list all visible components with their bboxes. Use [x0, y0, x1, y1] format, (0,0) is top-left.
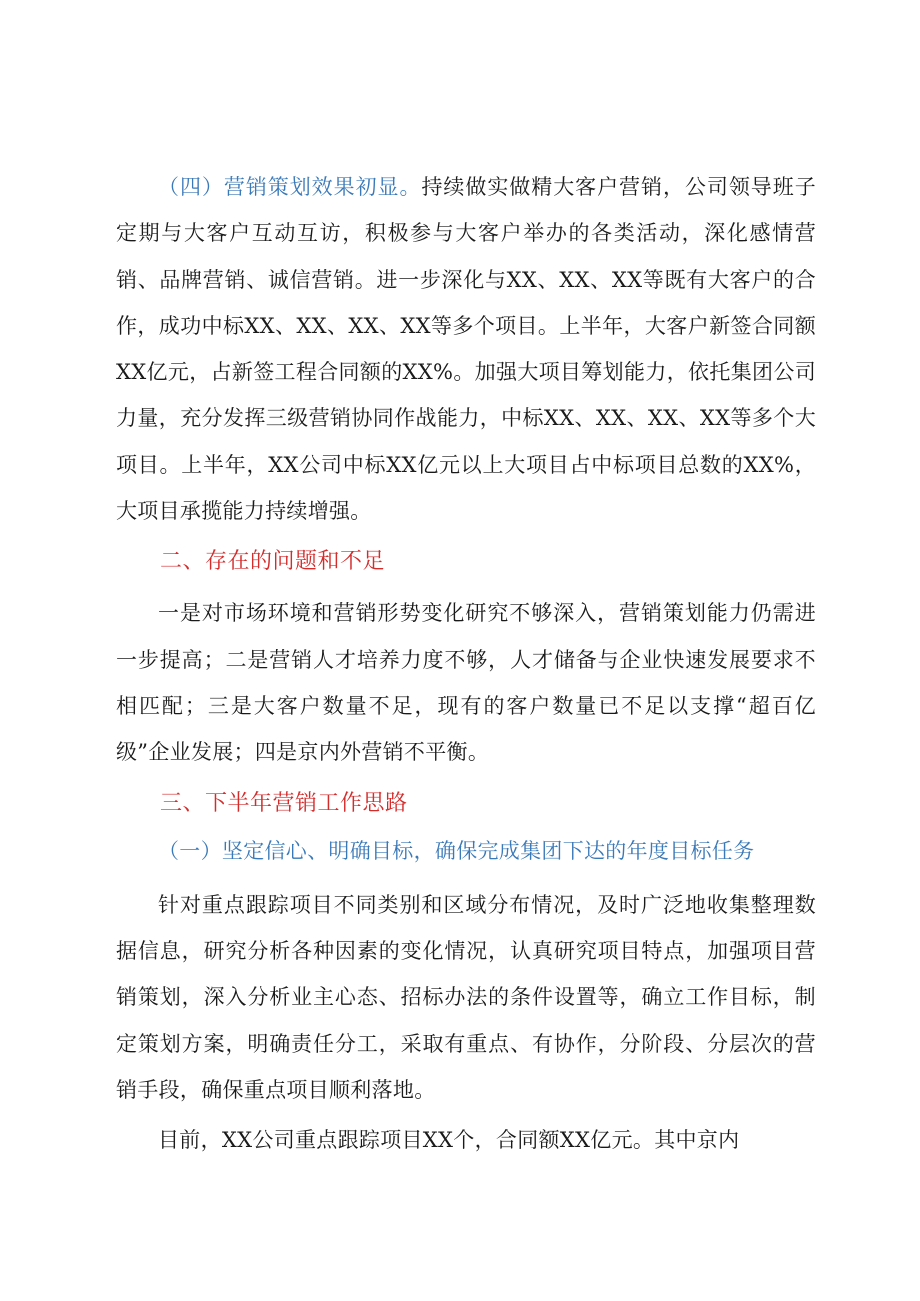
paragraph-four	[116, 164, 816, 534]
section-two-heading: 二、存在的问题和不足	[160, 549, 386, 575]
section-three-body-1: 针对重点跟踪项目不同类别和区域分布情况，及时广泛地收集整理数据信息，研究分析各种因素的变化情况，认真研究项目特点，加强项目营销策划，深入分析业主心态、招标办法的条件设置等，确立工作目标，制定策划方案，明确责任分工，采取有重点、有协作，分阶段、分层次的营销手段，确保重点项目顺利落地。	[116, 892, 816, 1103]
section-two-body: 一是对市场环境和营销形势变化研究不够深入，营销策划能力仍需进一步提高；二是营销人才培养力度不够，人才储备与企业快速发展要求不相匹配；三是大客户数量不足，现有的客户数量已不足以支撑“超百亿级”企业发展；四是京内外营销不平衡。	[116, 601, 816, 765]
paragraph-four-body: 持续做实做精大客户营销，公司领导班子定期与大客户互动互访，积极参与大客户举办的各类活动，深化感情营销、品牌营销、诚信营销。进一步深化与XX、XX、XX等既有大客户的合作，成功中标XX、XX、XX、XX等多个项目。上半年，大客户新签合同额XX亿元，占新签工程合同额的XX%。加强大项目筹划能力，依托集团公司力量，充分发挥三级营销协同作战能力，中标XX、XX、XX、XX等多个大项目。上半年，XX公司中标XX亿元以上大项目占中标项目总数的XX%，大项目承揽能力持续增强。	[116, 175, 816, 524]
section-three-body-2: 目前，XX公司重点跟踪项目XX个，合同额XX亿元。其中京内	[158, 1128, 740, 1153]
paragraph-four-lead: （四）营销策划效果初显。	[158, 175, 422, 199]
document-body	[116, 164, 816, 1164]
section-three-subheading: （一）坚定信心、明确目标，确保完成集团下达的年度目标任务	[158, 838, 755, 863]
section-three-heading: 三、下半年营销工作思路	[160, 790, 408, 816]
